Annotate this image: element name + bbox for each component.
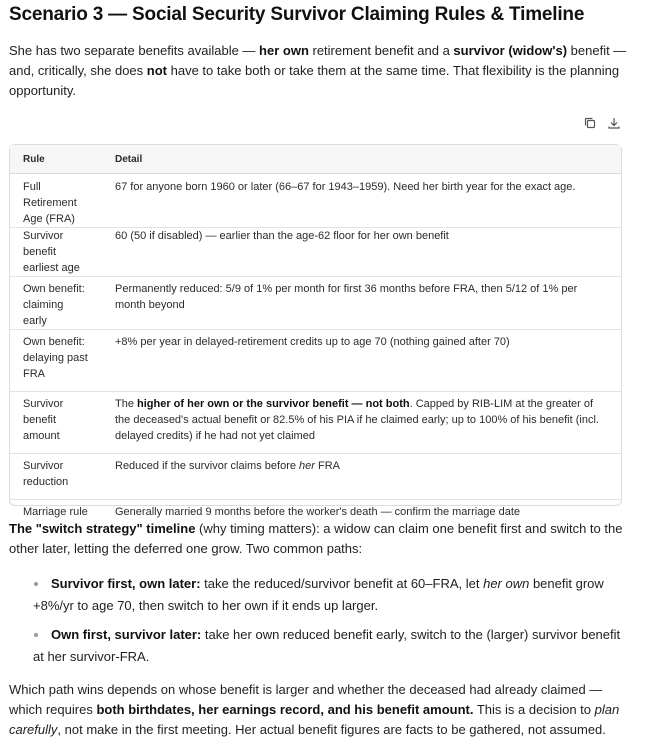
switch-strategy-paragraph [9,519,629,559]
rule-cell: Own benefit: delaying past FRA [10,330,102,392]
bullet-text: take her own reduced benefit early, switch to the (larger) survivor benefit at her survivor-FRA. [33,627,621,664]
rule-cell: Survivor benefit earliest age [10,228,102,277]
switch-text: (why timing matters): a widow can claim one benefit first and switch to the other later, letting the deferred one grow. Two common paths: [9,521,623,556]
table-row [10,330,621,392]
bullet-list [9,624,629,668]
detail-text: The [115,398,138,410]
rule-cell: Marriage rule [23,506,88,518]
closing-text: , not make in the first meeting. Her actual benefit figures are facts to be gathered, not assumed. [57,722,606,737]
bullet-italic: her own [483,576,530,591]
detail-cell: 60 (50 if disabled) — earlier than the age-62 floor for her own benefit [102,228,621,277]
intro-paragraph [9,41,629,101]
intro-bold-not: not [146,63,167,78]
detail-cell: Permanently reduced: 5/9 of 1% per month for first 36 months before FRA, then 5/12 of 1% per month beyond [102,277,621,330]
rule-cell: Survivor benefit amount [10,392,102,454]
detail-text: Reduced if the survivor claims before [115,460,300,472]
bullet-text: benefit grow +8%/yr to age 70, then switch to her own if it ends up larger. [33,576,604,613]
intro-text-a: She has two separate benefits available — [9,43,260,58]
bullet-bold: Survivor first, own later: [51,576,201,591]
table-toolbar [583,116,621,130]
closing-text: This is a decision to [473,702,595,717]
bullet-text: take the reduced/survivor benefit at 60–FRA, let [200,576,484,591]
bullet-list [9,573,629,617]
column-header-detail: Detail [102,145,621,174]
detail-cell: +8% per year in delayed-retirement credits up to age 70 (nothing gained after 70) [102,330,621,392]
rules-table [9,144,622,518]
switch-bold: The "switch strategy" timeline [9,521,196,536]
page-title: Scenario 3 — Social Security Survivor Claiming Rules & Timeline [9,4,585,25]
list-item [9,624,629,668]
table-row [10,454,621,500]
detail-cell: Generally married 9 months before the worker's death — confirm the marriage date [115,506,521,518]
intro-text-e: have to take both or take them at the same time. That flexibility is the planning opportunity. [9,63,620,98]
closing-text: Which path wins depends on whose benefit is larger and whether the deceased had already claimed — which requires [9,682,603,717]
detail-text: FRA [314,460,340,472]
intro-bold-own: her own [259,43,309,58]
detail-cell [102,454,621,500]
download-icon[interactable] [607,116,621,130]
detail-bold: higher of her own or the survivor benefit — not both [137,398,410,410]
intro-text-d: benefit — and, critically, she does [9,43,627,78]
detail-italic: her [299,460,315,472]
table-header-row [10,145,621,174]
intro-bold-survivor: survivor (widow's) [453,43,568,58]
detail-cell: 67 for anyone born 1960 or later (66–67 for 1943–1959). Need her birth year for the exact age. [102,174,621,228]
detail-text: . Capped by RIB-LIM at the greater of the deceased's actual benefit or 82.5% of his PIA if he claimed early; up to 100% of his benefit (incl. delayed credits) if he had not yet claimed [115,398,599,442]
closing-bold: both birthdates, her earnings record, and his benefit amount. [96,702,474,717]
rule-cell: Full Retirement Age (FRA) [10,174,102,228]
detail-cell [102,392,621,454]
copy-icon[interactable] [583,116,597,130]
closing-paragraph [9,680,629,740]
table-row [10,277,621,330]
table-row [10,228,621,277]
table-row [10,174,621,228]
rule-cell: Survivor reduction [10,454,102,500]
intro-text-c: retirement benefit and a [308,43,454,58]
table-row [10,392,621,454]
rule-cell: Own benefit: claiming early [10,277,102,330]
list-item [9,573,629,617]
closing-italic: plan carefully [9,702,620,737]
column-header-rule: Rule [10,145,102,174]
bullet-bold: Own first, survivor later: [51,627,202,642]
